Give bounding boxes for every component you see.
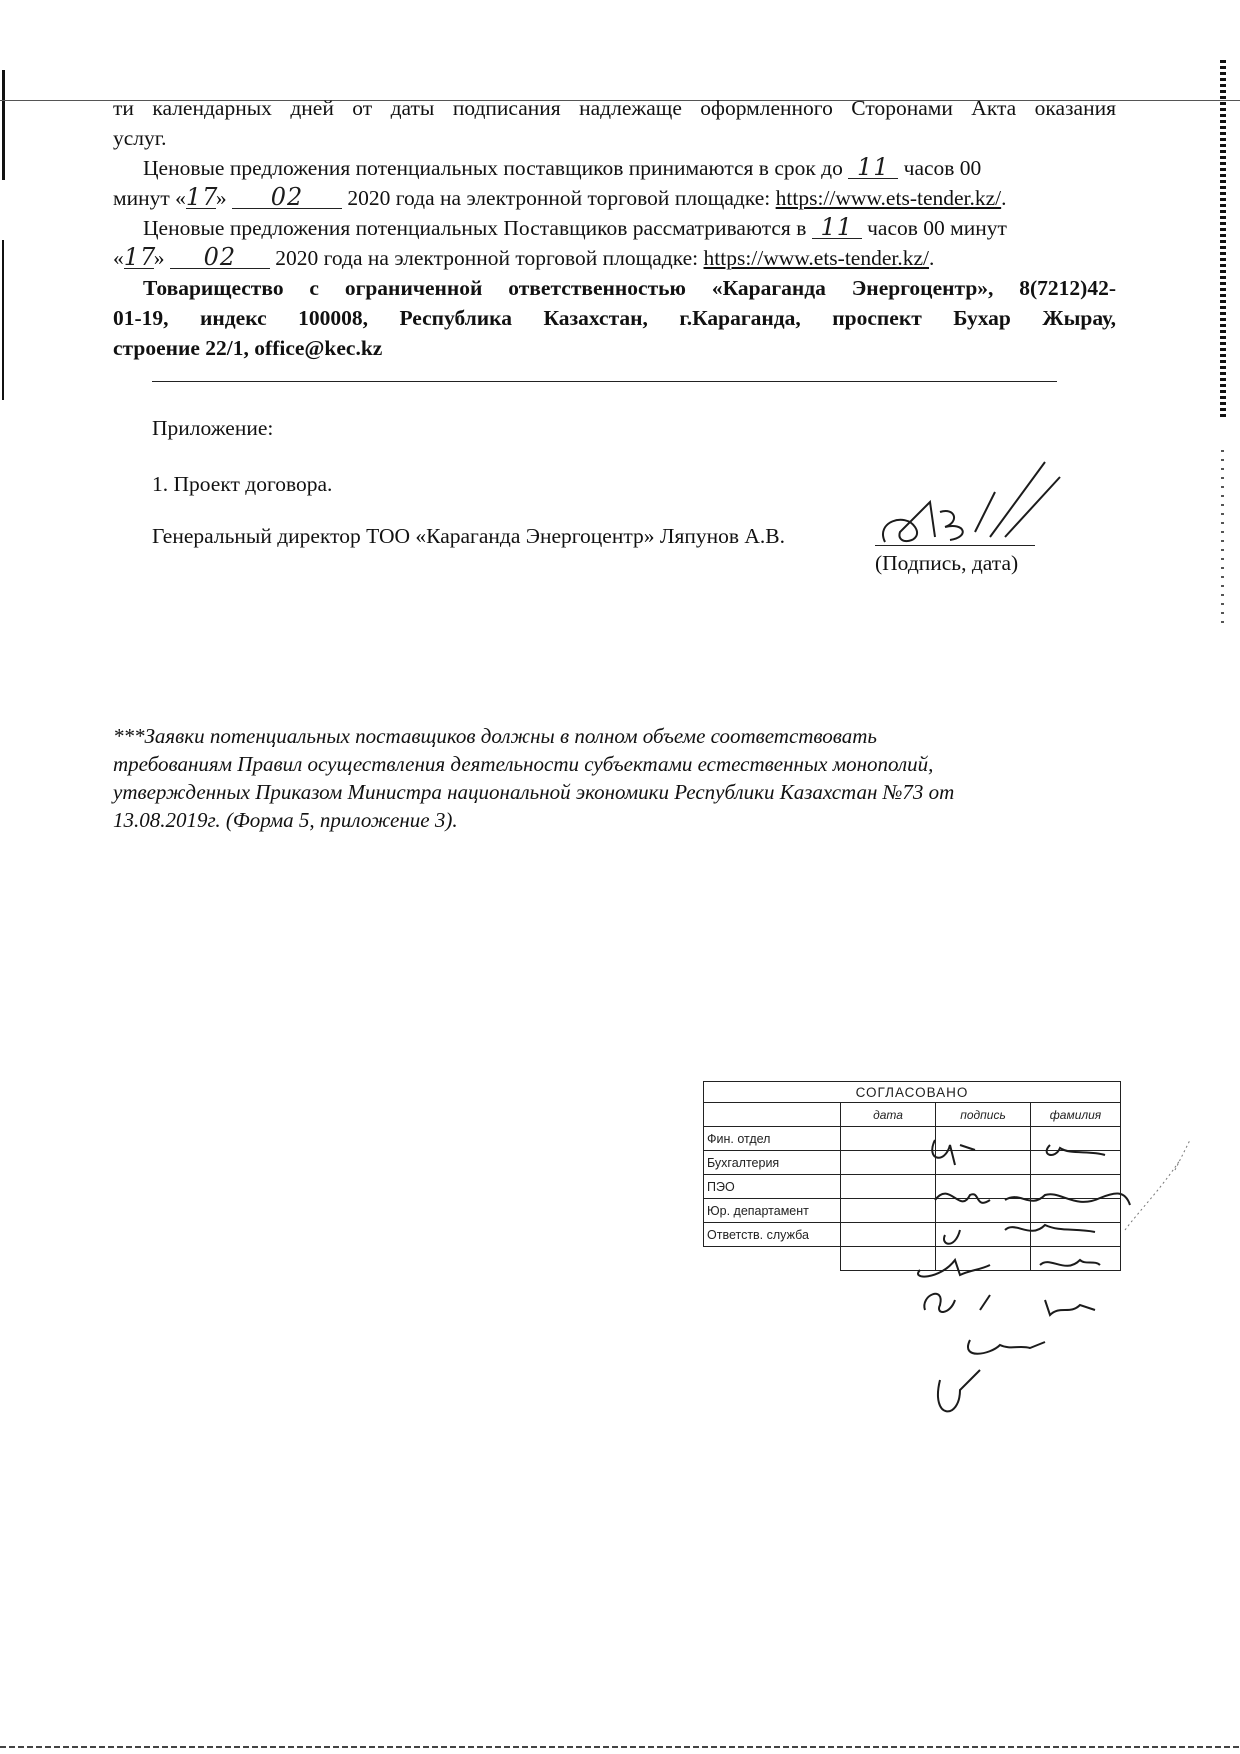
organization-line: Товарищество с ограниченной ответственностью «Караганда Энергоцентр», 8(7212)42- [143,276,1116,300]
director-line: Генеральный директор ТОО «Караганда Энергоцентр» Ляпунов А.В. [152,524,786,548]
handwritten-day: 17 [123,243,157,271]
text-line: ти календарных дней от даты подписания надлежаще оформленного Сторонами Акта оказания [113,96,1116,120]
handwritten-month: 02 [232,186,342,209]
stamp-row-label: Фин. отдел [704,1127,841,1151]
stamp-row-label: Бухгалтерия [704,1151,841,1175]
text-fragment: 2020 года на электронной торговой площадке: [347,186,771,210]
separator-line [152,381,1057,382]
text-fragment: минут « [113,186,186,210]
text-fragment: Ценовые предложения потенциальных Поставщиков рассматриваются в [143,216,807,240]
review-deadline-paragraph-cont [113,244,934,272]
stamp-row-label: ПЭО [704,1175,841,1199]
stamp-corner-cell [704,1103,841,1127]
appendix-title: Приложение: [152,416,274,440]
review-deadline-paragraph [113,214,1007,242]
scan-edge-mark [1221,450,1224,630]
text-fragment: » [215,186,227,210]
scan-edge-mark [2,70,5,180]
scan-edge-mark [1220,60,1226,420]
stamp-title: СОГЛАСОВАНО [704,1082,1121,1103]
stamp-col-name: фамилия [1031,1103,1121,1127]
text-fragment: « [113,246,124,270]
tender-link[interactable]: https://www.ets-tender.kz/ [775,186,1002,210]
handwritten-hour: 11 [812,216,862,239]
scan-bottom-line [0,1746,1240,1748]
offer-deadline-paragraph [113,154,1116,182]
stamp-col-sign: подпись [936,1103,1031,1127]
stamp-col-date: дата [841,1103,936,1127]
stamp-row-label: Ответств. служба [704,1223,841,1247]
approval-signature-extra [1120,1130,1210,1250]
text-fragment: . [929,246,935,270]
note-line: 13.08.2019г. (Форма 5, приложение 3). [113,808,458,832]
text-fragment: » [153,246,165,270]
scan-edge-mark [2,240,4,400]
text-fragment: 2020 года на электронной торговой площадке: [275,246,699,270]
organization-line: строение 22/1, office@kec.kz [113,336,383,360]
stamp-row-label: Юр. департамент [704,1199,841,1223]
director-signature [875,452,1075,552]
tender-link[interactable]: https://www.ets-tender.kz/ [703,246,930,270]
text-fragment: . [1001,186,1007,210]
handwritten-hour: 11 [848,156,898,179]
note-line: требованиям Правил осуществления деятельности субъектами естественных монополий, [113,752,934,776]
offer-deadline-paragraph-cont [113,184,1007,212]
appendix-item: 1. Проект договора. [152,472,333,496]
text-fragment: часов 00 [903,156,982,180]
handwritten-month: 02 [170,246,270,269]
note-line: ***Заявки потенциальных поставщиков должны в полном объеме соответствовать [113,724,877,748]
text-fragment: Ценовые предложения потенциальных поставщиков принимаются в срок до [143,156,843,180]
text-fragment: часов 00 минут [867,216,1007,240]
text-line: услуг. [113,126,167,150]
signature-caption: (Подпись, дата) [875,551,1019,575]
note-line: утвержденных Приказом Министра национальной экономики Республики Казахстан №73 от [113,780,955,804]
organization-line: 01-19, индекс 100008, Республика Казахстан, г.Караганда, проспект Бухар Жырау, [113,306,1116,330]
handwritten-day: 17 [185,183,219,211]
